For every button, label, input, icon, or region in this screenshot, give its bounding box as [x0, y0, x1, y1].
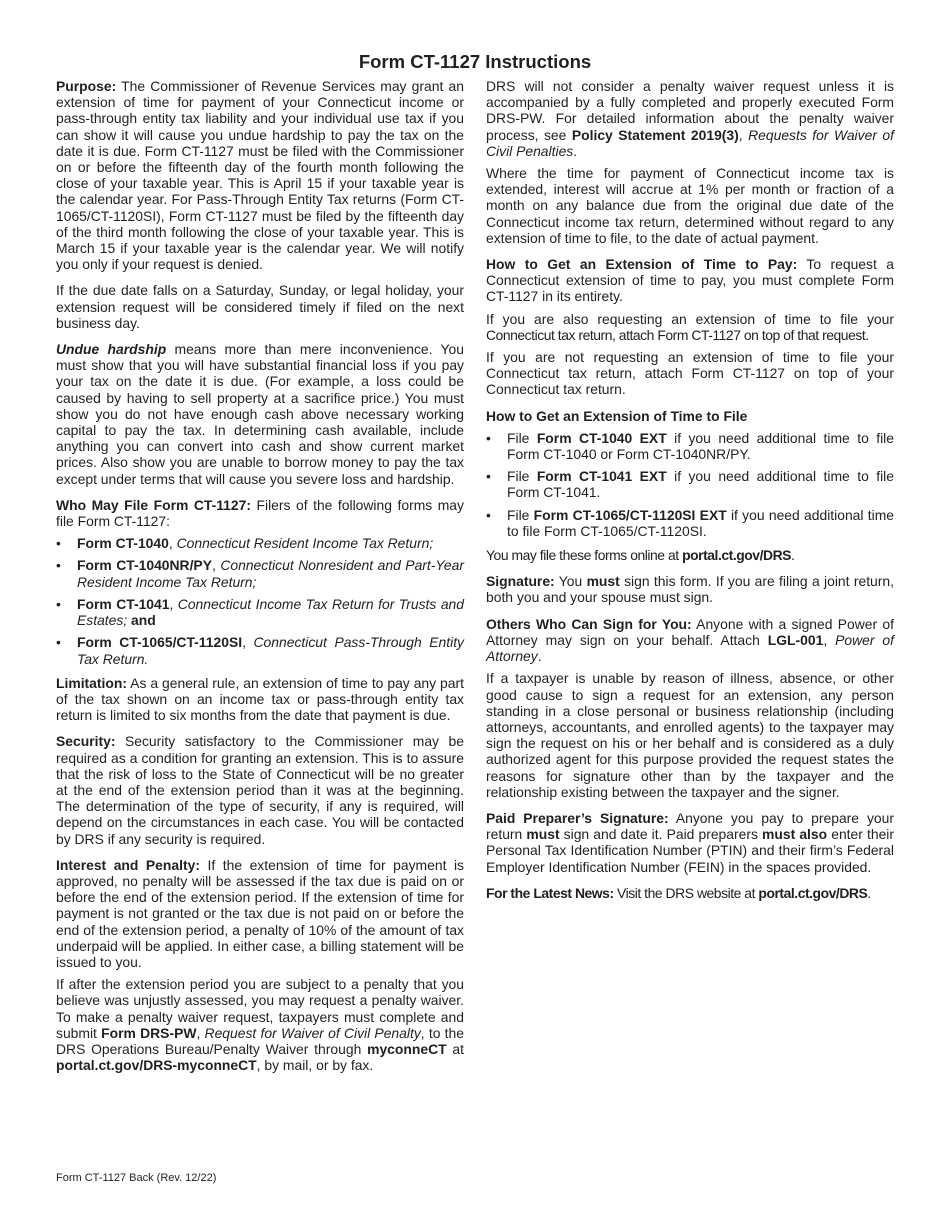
undue-hardship-text: means more than mere inconvenience. You must show that you will have substantial financial loss if you pay your tax on the date it is due. (For example, a loss could be caused by having to sell property at a sacrifice price.) You must show you do not have enough cash above necessary working capital to pay the tax. In determining cash available, include anything you can convert into cash and show current market prices. Also show you are unable to borrow money to pay the tax except under terms that will cause you severe loss and hardship.	[56, 341, 464, 487]
limitation-text: As a general rule, an extension of time to pay any part of the tax shown on an income tax or pass-through entity tax return is limited to six months from the date that payment is due.	[56, 674, 464, 724]
interest-penalty-paragraph	[56, 857, 464, 970]
signature-text: You	[554, 573, 587, 590]
form-name: Form CT-1041	[77, 595, 170, 612]
list-text: if you need additional time to file Form CT-1065/CT-1120SI.	[507, 506, 894, 539]
purpose-paragraph	[56, 78, 464, 272]
poa-form-title: Power of Attorney	[486, 631, 894, 665]
poa-form-name: LGL-001	[767, 631, 824, 648]
who-may-file-heading: Who May File Form CT-1127:	[56, 496, 251, 513]
also-requesting-paragraph	[486, 311, 894, 343]
paid-preparer-paragraph	[486, 810, 894, 875]
separator: ,	[168, 535, 177, 552]
extension-to-file-heading	[486, 408, 894, 424]
list-text: File	[507, 468, 537, 485]
others-sign-paragraph	[486, 616, 894, 665]
form-title: Connecticut Pass-Through Entity Tax Return.	[77, 634, 465, 667]
not-requesting-paragraph: If you are not requesting an extension of time to file your Connecticut tax return, attach Form CT-1127 on top of your Connecticut tax return.	[486, 349, 894, 398]
form-name: Form CT-1040 EXT	[536, 429, 667, 446]
list-item	[486, 507, 894, 539]
waiver-text: at	[446, 1040, 464, 1057]
list-text: if you need additional time to file Form CT-1041.	[507, 468, 894, 501]
signature-paragraph	[486, 573, 894, 605]
drs-text: .	[573, 142, 578, 159]
penalty-waiver-paragraph	[56, 976, 464, 1073]
form-name: Form CT-1041 EXT	[536, 468, 667, 485]
waiver-text: If after the extension period you are subject to a penalty that you believe was unjustly assessed, you may request a penalty waiver. To make a penalty waiver request, taxpayers must complete and submit	[56, 976, 464, 1041]
limitation-paragraph	[56, 675, 464, 724]
form-title: Connecticut Income Tax Return for Trusts and Estates;	[77, 595, 464, 629]
security-paragraph	[56, 733, 464, 846]
page-title: Form CT-1127 Instructions	[358, 51, 592, 72]
others-sign-text: Anyone with a signed Power of Attorney may sign on your behalf. Attach	[486, 615, 894, 648]
list-text: if you need additional time to file Form CT-1040 or Form CT-1040NR/PY.	[507, 429, 894, 463]
policy-statement-title: Requests for Waiver of Civil Penalties	[486, 126, 895, 159]
list-item	[486, 430, 894, 462]
signature-must: must	[586, 573, 620, 590]
preparer-must: must	[526, 826, 560, 843]
paid-preparer-text: Anyone you pay to prepare your return	[486, 809, 894, 843]
right-column	[486, 78, 894, 911]
form-name: Form CT-1065/CT-1120SI	[77, 634, 243, 651]
file-online-text: You may file these forms online at	[486, 547, 683, 564]
waiver-form-name: Form DRS-PW	[101, 1024, 197, 1041]
extension-to-file-list	[486, 430, 894, 539]
security-heading: Security:	[56, 733, 116, 750]
waiver-text: , to the DRS Operations Bureau/Penalty Waiver through	[56, 1024, 464, 1057]
form-title: Connecticut Resident Income Tax Return;	[176, 535, 434, 552]
extension-to-pay-text: To request a Connecticut extension of time to pay, you must complete Form CT-1127 in its entirety.	[486, 256, 894, 305]
separator: ,	[196, 1024, 205, 1041]
form-name: Form CT-1040NR/PY	[77, 557, 212, 574]
form-name: Form CT-1040	[77, 535, 169, 552]
separator: ,	[211, 557, 221, 574]
undue-hardship-paragraph	[56, 341, 464, 487]
form-title: Connecticut Nonresident and Part-Year Resident Income Tax Return;	[77, 557, 464, 590]
separator: ,	[738, 126, 749, 143]
interest-penalty-heading: Interest and Penalty:	[56, 856, 200, 873]
latest-news-heading: For the Latest News:	[486, 884, 614, 901]
paid-preparer-text: enter their Personal Tax Identification Number (PTIN) and their firm’s Federal Employer Identification Number (FEIN) in the spaces provided.	[486, 826, 895, 875]
purpose-heading: Purpose:	[56, 78, 117, 94]
others-sign-heading: Others Who Can Sign for You:	[486, 615, 692, 632]
who-may-file-list	[56, 535, 464, 666]
separator: ,	[169, 595, 178, 612]
list-text: File	[507, 429, 537, 446]
form-name: Form CT-1065/CT-1120SI EXT	[533, 506, 727, 523]
preparer-must-also: must also	[762, 826, 828, 843]
signature-heading: Signature:	[486, 573, 555, 590]
who-may-file-paragraph	[56, 497, 464, 529]
extension-to-pay-heading: How to Get an Extension of Time to Pay:	[486, 256, 798, 273]
list-item	[56, 634, 464, 666]
list-item	[56, 557, 464, 589]
paid-preparer-text: sign and date it. Paid preparers	[559, 826, 763, 843]
separator: ,	[823, 631, 836, 648]
drs-waiver-paragraph	[486, 78, 894, 159]
drs-url: portal.ct.gov/DRS	[682, 547, 791, 564]
drs-website-url: portal.ct.gov/DRS	[758, 884, 868, 901]
signature-text: sign this form. If you are filing a joint return, both you and your spouse must sign.	[486, 573, 894, 606]
purpose-text: The Commissioner of Revenue Services may grant an extension of time for payment of your Connecticut income or pass-through entity tax liability and your individual use tax if you can show it will cause you undue hardship to pay the tax on the date it is due. Form CT-1127 must be filed with the Commissioner on or before the fifteenth day of the fourth month following the close of your taxable year. This is April 15 if your taxable year is the calendar year. For Pass-Through Entity Tax returns (Form CT-1065/CT-1120SI), Form CT-1127 must be filed by the fifteenth day of the third month following the close of your taxable year. This is March 15 if your taxable year is the calendar year. We will notify you only if your request is denied.	[56, 78, 464, 273]
list-item	[486, 468, 894, 500]
latest-news-text: Visit the DRS website at	[613, 884, 759, 901]
paid-preparer-heading: Paid Preparer’s Signature:	[486, 809, 669, 826]
due-date-paragraph: If the due date falls on a Saturday, Sunday, or legal holiday, your extension request will be considered timely if filed on the next business day.	[56, 282, 464, 331]
list-text: File	[507, 506, 534, 523]
undue-hardship-heading: Undue hardship	[56, 341, 167, 358]
separator: ,	[242, 634, 254, 651]
security-text: Security satisfactory to the Commissioner may be required as a condition for granting an extension. This is to assure that the risk of loss to the State of Connecticut will be no greater at the end of the extension period than it was at the beginning. The determination of the type of security, if any is required, will depend on the circumstances in each case. You will be contacted by DRS if any security is required.	[56, 733, 464, 847]
list-tail: and	[127, 612, 156, 629]
file-online-text: .	[790, 547, 795, 564]
list-item	[56, 535, 464, 551]
also-requesting-text: Connecticut tax return, attach Form CT-1127 on top of that request.	[486, 326, 869, 343]
interest-penalty-text: If the extension of time for payment is approved, no penalty will be assessed if the tax due is paid on or before the end of the extension period. If the extension of time for payment is not granted or the tax due is not paid on or before the end of the extension period, a penalty of 10% of the amount of tax underpaid will be applied. In either case, a billing statement will be issued to you.	[56, 856, 464, 970]
policy-statement-name: Policy Statement 2019(3)	[571, 126, 739, 143]
myconnect-name: myconneCT	[367, 1040, 447, 1057]
extension-to-pay-paragraph	[486, 256, 894, 305]
extension-to-file-title: How to Get an Extension of Time to File	[486, 407, 748, 424]
also-requesting-text: If you are also requesting an extension of time to file your	[486, 310, 894, 327]
limitation-heading: Limitation:	[56, 674, 127, 691]
others-sign-text: .	[537, 648, 542, 665]
interest-accrual-paragraph: Where the time for payment of Connecticut income tax is extended, interest will accrue at 1% per month or fraction of a month on any balance due from the original due date of the Connecticut income tax return, determined without regard to any extension of time to file, to the date of actual payment.	[486, 165, 894, 246]
latest-news-text: .	[867, 884, 871, 901]
waiver-text: , by mail, or by fax.	[256, 1057, 374, 1074]
myconnect-url: portal.ct.gov/DRS-myconneCT	[56, 1057, 257, 1074]
waiver-form-title: Request for Waiver of Civil Penalty	[204, 1024, 421, 1041]
left-column	[56, 78, 464, 1083]
latest-news-paragraph	[486, 885, 894, 901]
drs-text: DRS will not consider a penalty waiver request unless it is accompanied by a fully completed and properly executed Form DRS-PW. For detailed information about the penalty waiver process, see	[486, 78, 894, 143]
list-item	[56, 596, 464, 628]
file-online-paragraph	[486, 547, 894, 563]
taxpayer-unable-paragraph: If a taxpayer is unable by reason of illness, absence, or other good cause to sign a request for an extension, any person standing in a close personal or business relationship (including attorneys, accountants, and enrolled agents) to the taxpayer may sign the request on his or her behalf and is considered as a duly authorized agent for this purpose provided the request states the reasons for signature other than by the taxpayer and the relationship existing between the taxpayer and the signer.	[486, 670, 894, 800]
who-may-file-text: Filers of the following forms may file Form CT-1127:	[56, 496, 464, 530]
footer-form-revision: Form CT-1127 Back (Rev. 12/22)	[56, 1172, 217, 1184]
